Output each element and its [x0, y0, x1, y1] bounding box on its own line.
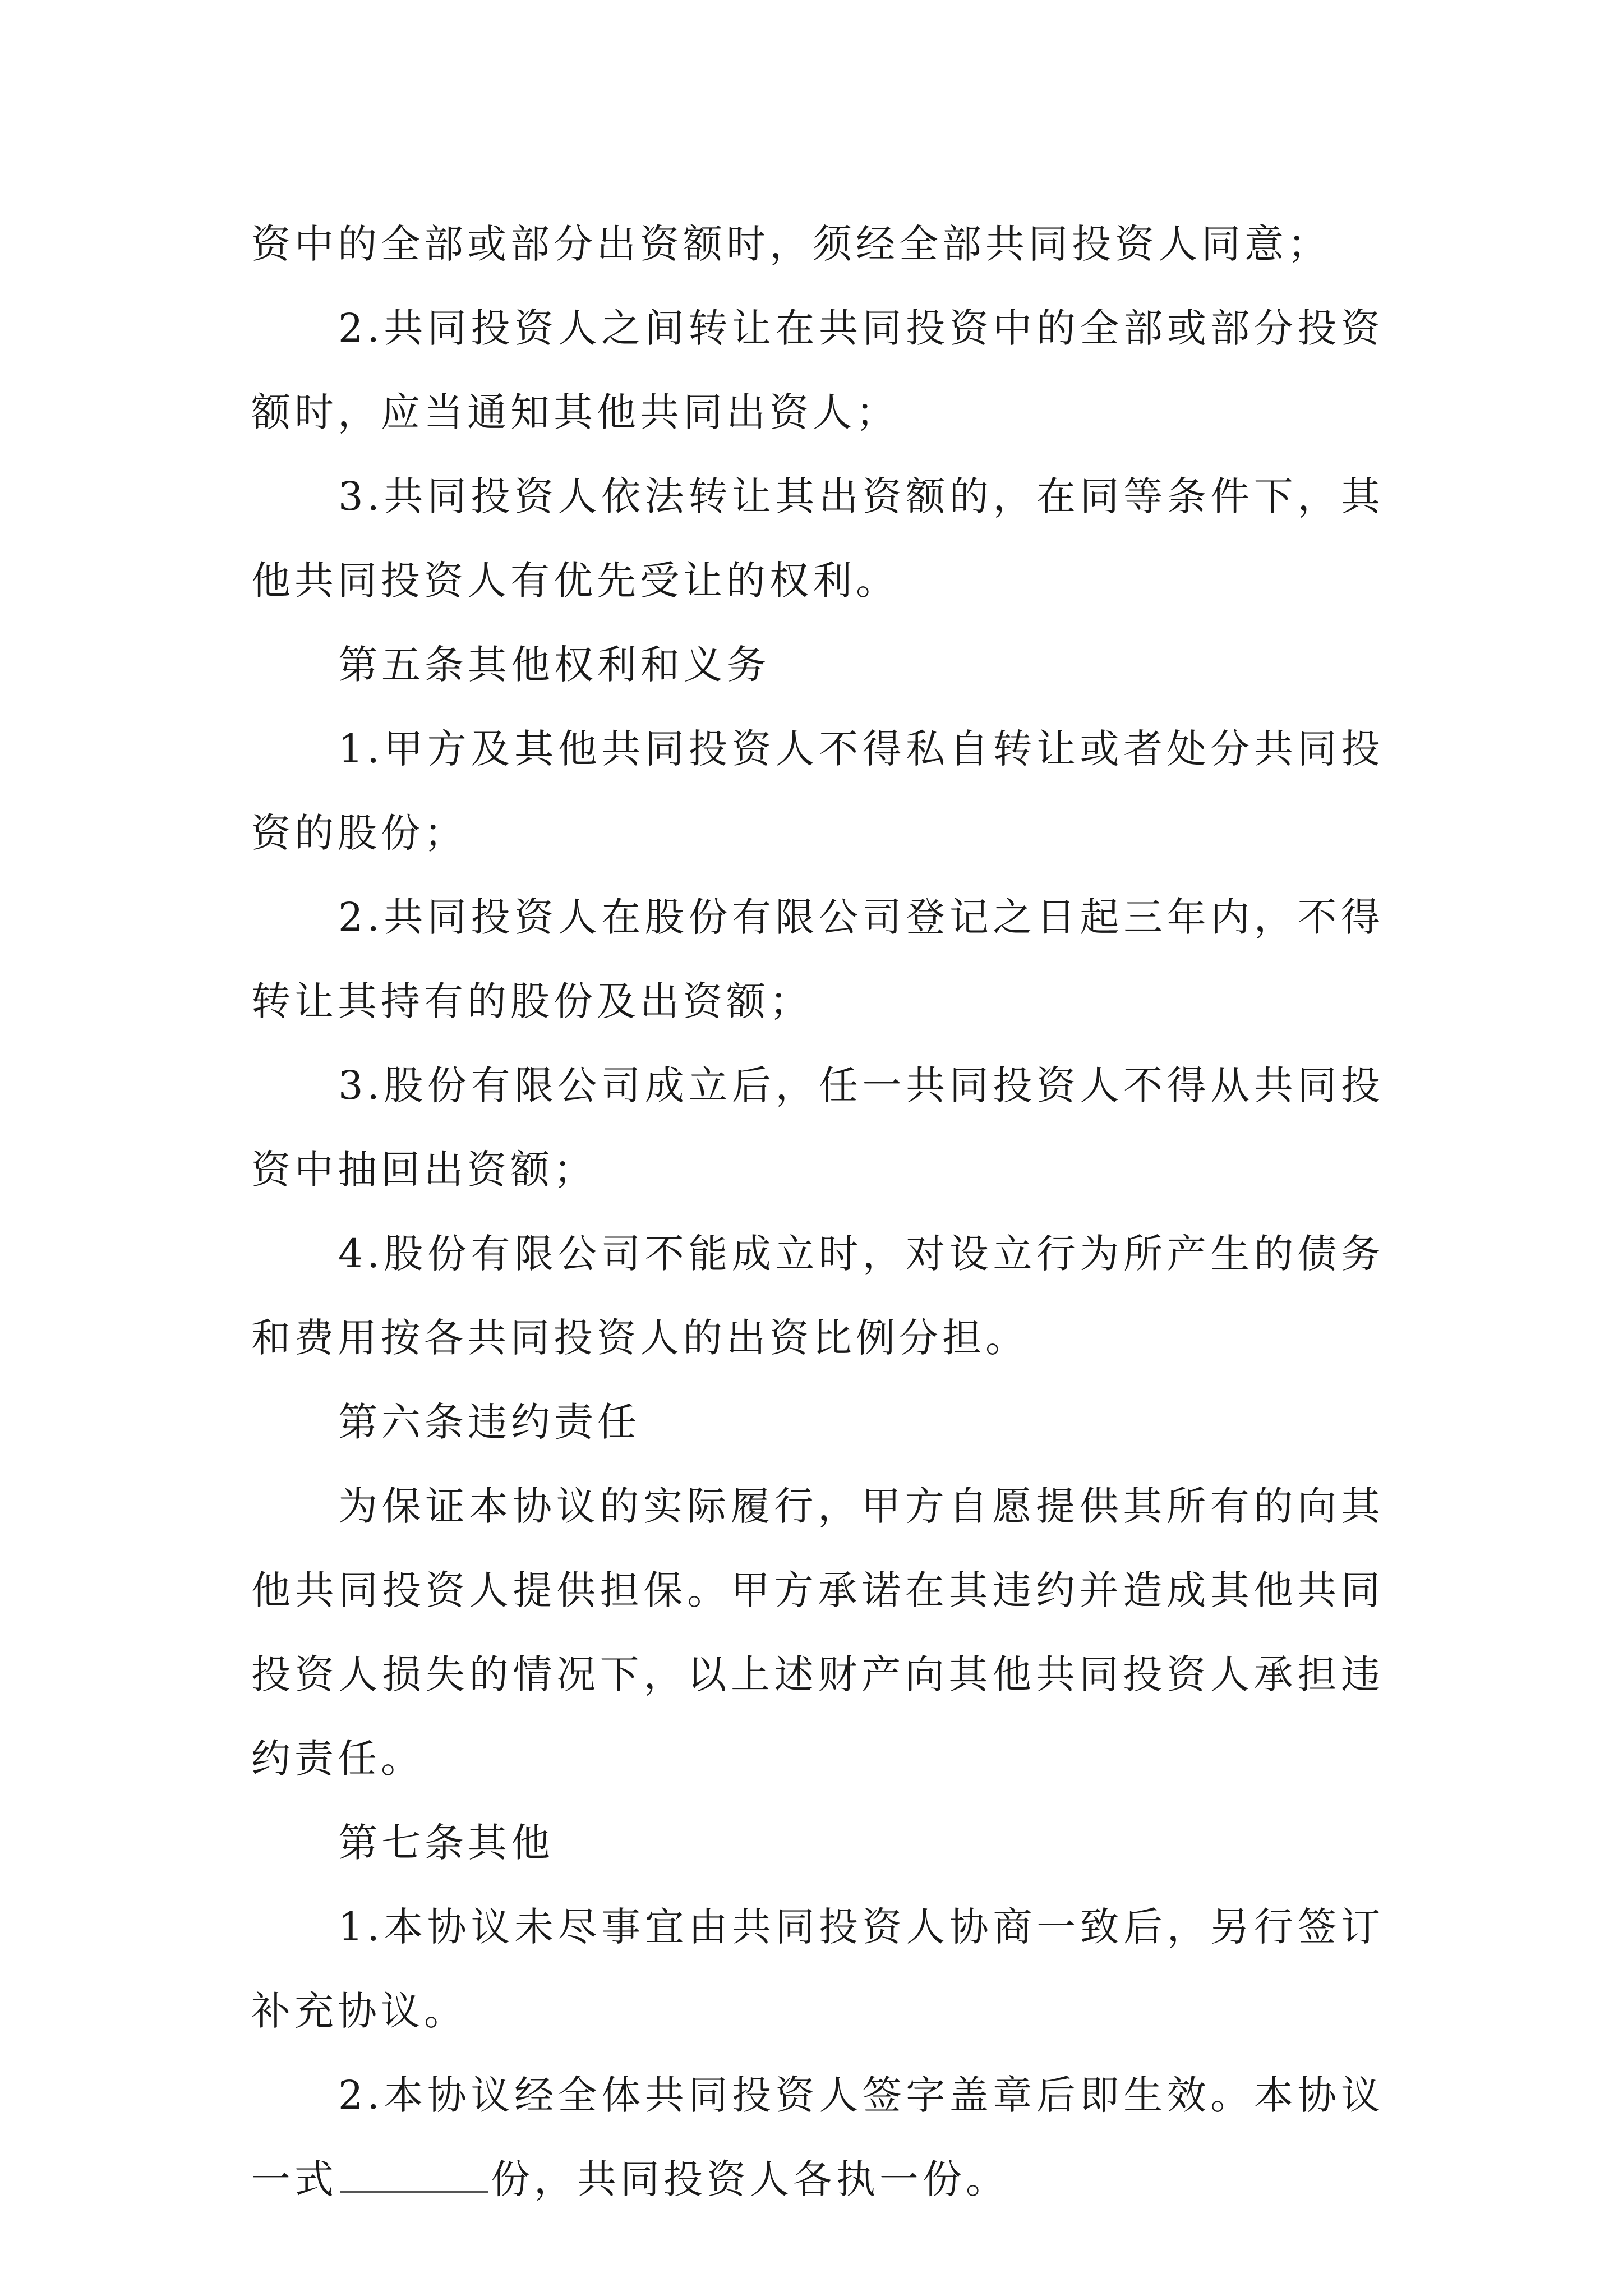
article-six-heading: 第六条违约责任: [338, 1399, 640, 1445]
paragraph-no-withdrawal: 3.股份有限公司成立后，任一共同投资人不得从共同投资中抽回出资额；: [251, 1062, 1384, 1193]
effectiveness-text-after-blank: 份，共同投资人各执一份。: [491, 2156, 1009, 2202]
paragraph-three-year-lockup: 2.共同投资人在股份有限公司登记之日起三年内，不得转让其持有的股份及出资额；: [251, 894, 1384, 1024]
copies-blank-field[interactable]: [340, 2157, 488, 2193]
paragraph-no-private-transfer: 1.甲方及其他共同投资人不得私自转让或者处分共同投资的股份；: [251, 726, 1384, 856]
article-five-heading: 第五条其他权利和义务: [338, 642, 770, 688]
paragraph-preemptive-right: 3.共同投资人依法转让其出资额的，在同等条件下，其他共同投资人有优先受让的权利。: [251, 473, 1384, 604]
article-seven-heading: 第七条其他: [338, 1820, 554, 1866]
paragraph-failure-cost-sharing: 4.股份有限公司不能成立时，对设立行为所产生的债务和费用按各共同投资人的出资比例分担。: [251, 1231, 1384, 1361]
paragraph-breach-guarantee: 为保证本协议的实际履行，甲方自愿提供其所有的向其他共同投资人提供担保。甲方承诺在其违约并造成其他共同投资人损失的情况下，以上述财产向其他共同投资人承担违约责任。: [251, 1483, 1384, 1782]
effectiveness-text-before-blank: 2.本协议经全体共同投资人签字盖章后即生效。本协议一式: [251, 2072, 1384, 2202]
paragraph-supplementary-agreement: 1.本协议未尽事宜由共同投资人协商一致后，另行签订补充协议。: [251, 1904, 1384, 2034]
paragraph-transfer-between-investors: 2.共同投资人之间转让在共同投资中的全部或部分投资额时，应当通知其他共同出资人；: [251, 305, 1384, 435]
paragraph-continued-clause: 资中的全部或部分出资额时，须经全部共同投资人同意；: [251, 221, 1331, 267]
document-body: [251, 202, 1384, 2221]
paragraph-effectiveness: [251, 2053, 1384, 2221]
